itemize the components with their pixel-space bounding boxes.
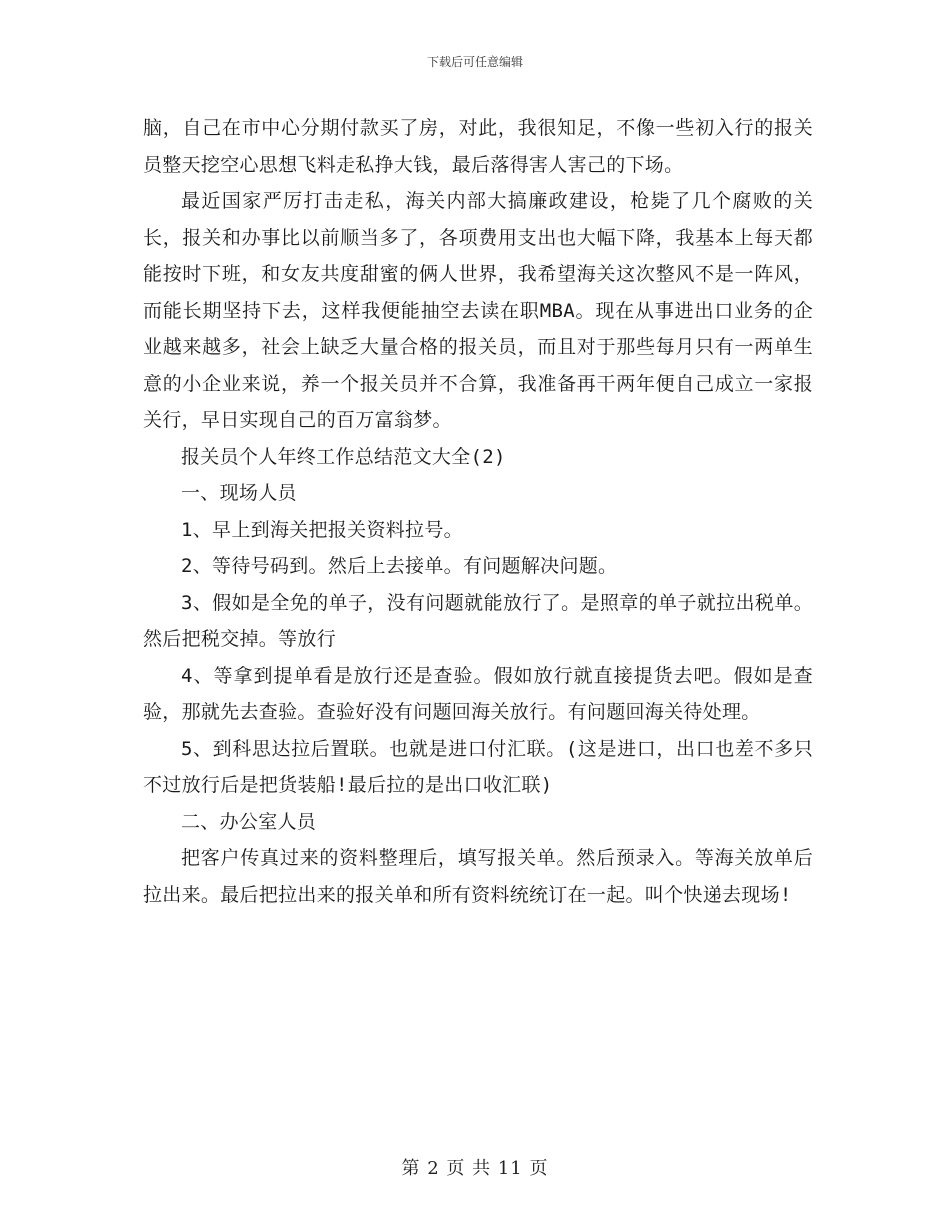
subheading-onsite-staff: 一、现场人员 — [181, 482, 297, 504]
body-paragraph-1: 脑，自己在市中心分期付款买了房，对此，我很知足，不像一些初入行的报关员整天挖空心思想飞料走私挣大钱，最后落得害人害己的下场。 — [143, 117, 813, 176]
section-title: 报关员个人年终工作总结范文大全(2) — [181, 445, 506, 468]
document-body — [143, 110, 813, 913]
list-item-2: 2、等待号码到。然后上去接单。有问题解决问题。 — [181, 555, 618, 577]
list-item-5: 5、到科思达拉后置联。也就是进口付汇联。(这是进口，出口也差不多只不过放行后是把货装船!最后拉的是出口收汇联) — [143, 737, 813, 796]
page-number: 第 2 页 共 11 页 — [401, 1158, 549, 1179]
page-header: 下载后可任意编辑 — [426, 55, 523, 69]
subheading-office-staff: 二、办公室人员 — [181, 810, 317, 833]
list-item-1: 1、早上到海关把报关资料拉号。 — [181, 518, 463, 541]
body-paragraph-office: 把客户传真过来的资料整理后，填写报关单。然后预录入。等海关放单后拉出来。最后把拉出来的报关单和所有资料统统订在一起。叫个快递去现场! — [143, 847, 813, 906]
list-item-3: 3、假如是全免的单子，没有问题就能放行了。是照章的单子就拉出税单。然后把税交掉。等放行 — [143, 591, 813, 650]
list-item-4: 4、等拿到提单看是放行还是查验。假如放行就直接提货去吧。假如是查验，那就先去查验。查验好没有问题回海关放行。有问题回海关待处理。 — [143, 664, 813, 723]
body-paragraph-2: 最近国家严厉打击走私，海关内部大搞廉政建设，枪毙了几个腐败的关长，报关和办事比以前顺当多了，各项费用支出也大幅下降，我基本上每天都能按时下班，和女友共度甜蜜的俩人世界，我希望海关这次整风不是一阵风，而能长期坚持下去，这样我便能抽空去读在职MBA。现在从事进出口业务的企业越来越多，社会上缺乏大量合格的报关员，而且对于那些每月只有一两单生意的小企业来说，养一个报关员并不合算，我准备再干两年便自己成立一家报关行，早日实现自己的百万富翁梦。 — [143, 190, 813, 431]
